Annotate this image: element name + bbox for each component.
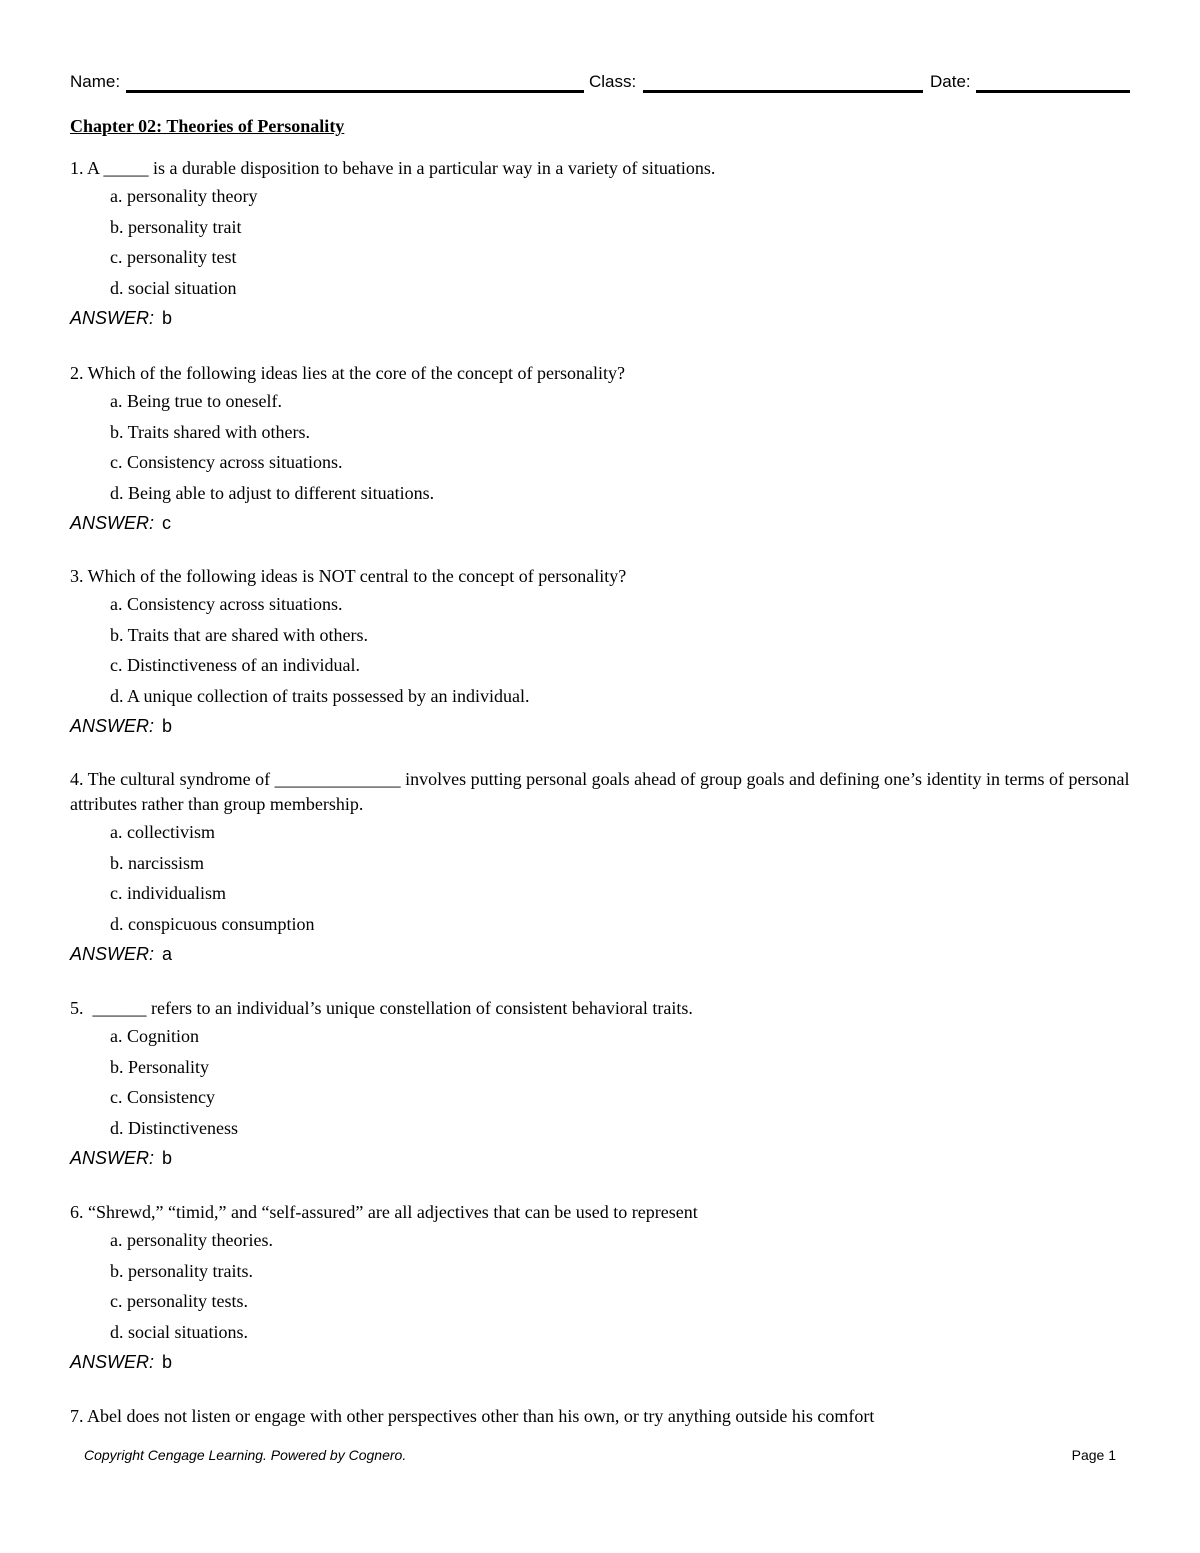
answer-label: ANSWER: [70, 513, 155, 533]
answer-value: b [162, 716, 173, 736]
answer-label: ANSWER: [70, 1352, 155, 1372]
answer-line [70, 508, 1130, 538]
option-c: c. Consistency across situations. [110, 452, 343, 472]
question-4 [70, 767, 1130, 969]
option-b: b. narcissism [110, 852, 204, 873]
option-a: a. Being true to oneself. [110, 391, 282, 411]
answer-value: b [162, 1148, 173, 1168]
option-b: b. personality trait [110, 216, 242, 237]
question-1 [70, 156, 1130, 333]
class-line [643, 90, 923, 93]
option-a: a. personality theories. [110, 1230, 273, 1250]
question-stem: 4. The cultural syndrome of ______________ involves putting personal goals ahead of group goals and defining one’s identity in terms of personal attributes rather than group membership. [70, 769, 1130, 814]
option-b: b. personality traits. [110, 1260, 253, 1281]
option-d: d. social situation [110, 277, 237, 298]
option-d: d. Being able to adjust to different situations. [110, 482, 435, 503]
option-b: b. Personality [110, 1056, 209, 1077]
class-label: Class: [589, 72, 637, 91]
answer-label: ANSWER: [70, 1148, 155, 1168]
answer-value: b [162, 308, 173, 328]
question-stem: 1. A _____ is a durable disposition to behave in a particular way in a variety of situations. [70, 158, 716, 178]
question-stem: 5. ______ refers to an individual’s unique constellation of consistent behavioral traits. [70, 998, 693, 1018]
question-stem: 3. Which of the following ideas is NOT central to the concept of personality? [70, 566, 627, 586]
option-a: a. Consistency across situations. [110, 594, 343, 614]
answer-line [70, 939, 1130, 969]
question-5 [70, 996, 1130, 1173]
page-number: Page 1 [1071, 1447, 1116, 1463]
answer-label: ANSWER: [70, 716, 155, 736]
option-d: d. social situations. [110, 1321, 248, 1342]
option-a: a. collectivism [110, 822, 215, 842]
option-c: c. personality test [110, 247, 237, 267]
option-a: a. Cognition [110, 1026, 199, 1046]
option-c: c. Distinctiveness of an individual. [110, 655, 360, 675]
answer-line [70, 711, 1130, 741]
answer-value: c [162, 513, 172, 533]
option-c: c. Consistency [110, 1087, 215, 1107]
answer-line [70, 303, 1130, 333]
option-b: b. Traits that are shared with others. [110, 624, 368, 645]
student-info-header [70, 70, 1130, 96]
name-line [126, 90, 584, 93]
question-stem: 7. Abel does not listen or engage with other perspectives other than his own, or try anything outside his comfort [70, 1406, 875, 1426]
option-a: a. personality theory [110, 186, 258, 206]
question-3 [70, 564, 1130, 741]
question-2 [70, 361, 1130, 538]
date-label: Date: [930, 72, 971, 91]
answer-line [70, 1143, 1130, 1173]
name-label: Name: [70, 72, 121, 91]
question-6 [70, 1200, 1130, 1377]
answer-value: b [162, 1352, 173, 1372]
answer-line [70, 1347, 1130, 1377]
copyright-footer: Copyright Cengage Learning. Powered by Cognero. [84, 1447, 407, 1463]
option-d: d. Distinctiveness [110, 1117, 238, 1138]
option-d: d. conspicuous consumption [110, 913, 315, 934]
option-c: c. individualism [110, 883, 226, 903]
option-b: b. Traits shared with others. [110, 421, 310, 442]
answer-value: a [162, 944, 173, 964]
question-stem: 6. “Shrewd,” “timid,” and “self-assured” are all adjectives that can be used to represent [70, 1202, 698, 1222]
option-c: c. personality tests. [110, 1291, 248, 1311]
answer-label: ANSWER: [70, 308, 155, 328]
option-d: d. A unique collection of traits possessed by an individual. [110, 685, 530, 706]
answer-label: ANSWER: [70, 944, 155, 964]
date-line [976, 90, 1130, 93]
question-7 [70, 1404, 1130, 1429]
chapter-title: Chapter 02: Theories of Personality [70, 116, 345, 136]
question-stem: 2. Which of the following ideas lies at the core of the concept of personality? [70, 363, 625, 383]
